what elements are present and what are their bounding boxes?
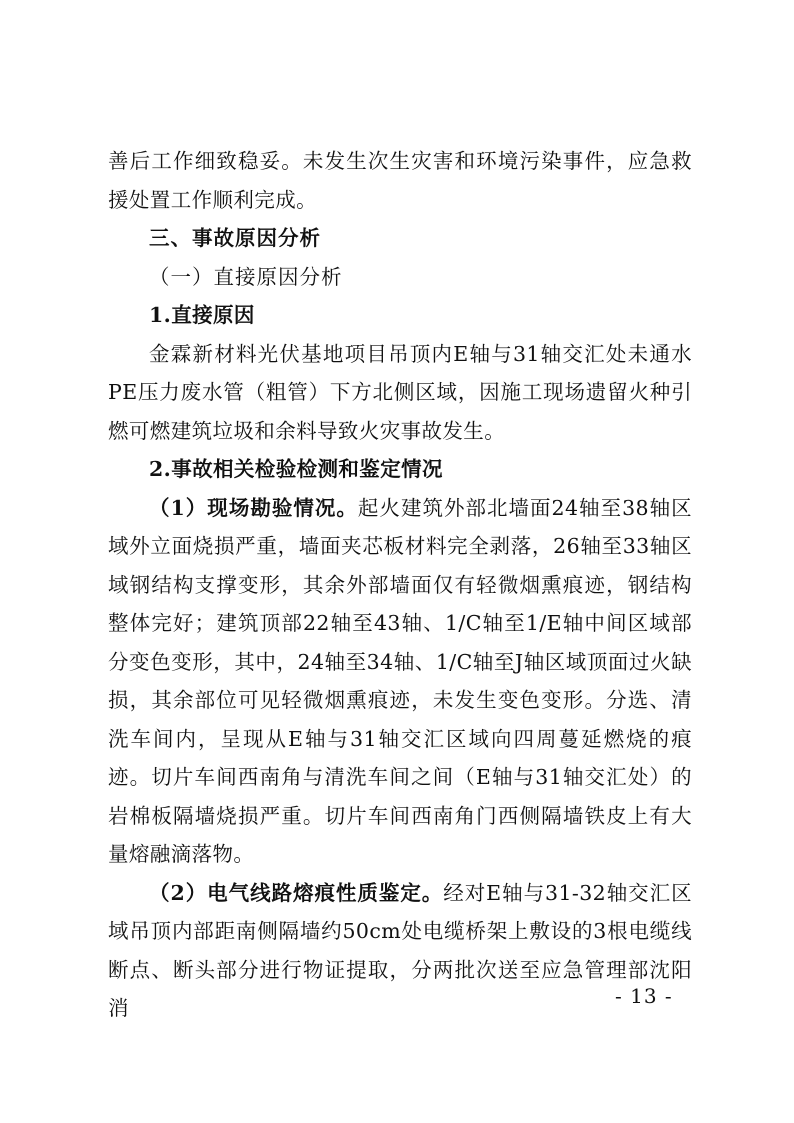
item-one-paragraph: 金霖新材料光伏基地项目吊顶内E轴与31轴交汇处未通水PE压力废水管（粗管）下方北侧区域，因施工现场遗留火种引燃可燃建筑垃圾和余料导致火灾事故发生。 xyxy=(108,341,692,443)
page-number: - 13 - xyxy=(615,984,673,1008)
site-survey-lead: （1）现场勘验情况。 xyxy=(149,495,358,520)
document-body xyxy=(108,142,692,1028)
item-one-heading: 1.直接原因 xyxy=(149,303,255,327)
site-survey-text: 起火建筑外部北墙面24轴至38轴区域外立面烧损严重，墙面夹芯板材料完全剥落，26轴至33轴区域钢结构支撑变形，其余外部墙面仅有轻微烟熏痕迹，钢结构整体完好；建筑顶部22轴至43轴、1/C轴至1/E轴中间区域部分变色变形，其中，24轴至34轴、1/C轴至J轴区域顶面过火缺损，其余部位可见轻微烟熏痕迹，未发生变色变形。分选、清洗车间内，呈现从E轴与31轴交汇区域向四周蔓延燃烧的痕迹。切片车间西南角与清洗车间之间（E轴与31轴交汇处）的岩棉板隔墙烧损严重。切片车间西南角门西侧隔墙铁皮上有大量熔融滴落物。 xyxy=(108,495,692,866)
subsection-one-heading: （一）直接原因分析 xyxy=(149,264,343,289)
melt-mark-text: 经对E轴与31-32轴交汇区域吊顶内部距南侧隔墙约50cm处电缆桥架上敷设的3根电缆线断点、断头部分进行物证提取，分两批次送至应急管理部沈阳消 xyxy=(108,880,692,1020)
item-two-heading: 2.事故相关检验检测和鉴定情况 xyxy=(149,457,443,481)
section-three-heading: 三、事故原因分析 xyxy=(149,226,321,250)
melt-mark-lead: （2）电气线路熔痕性质鉴定。 xyxy=(149,880,444,905)
continuation-paragraph: 善后工作细致稳妥。未发生次生灾害和环境污染事件，应急救援处置工作顺利完成。 xyxy=(108,149,692,212)
melt-mark-paragraph xyxy=(108,874,692,1028)
site-survey-paragraph xyxy=(108,489,692,874)
